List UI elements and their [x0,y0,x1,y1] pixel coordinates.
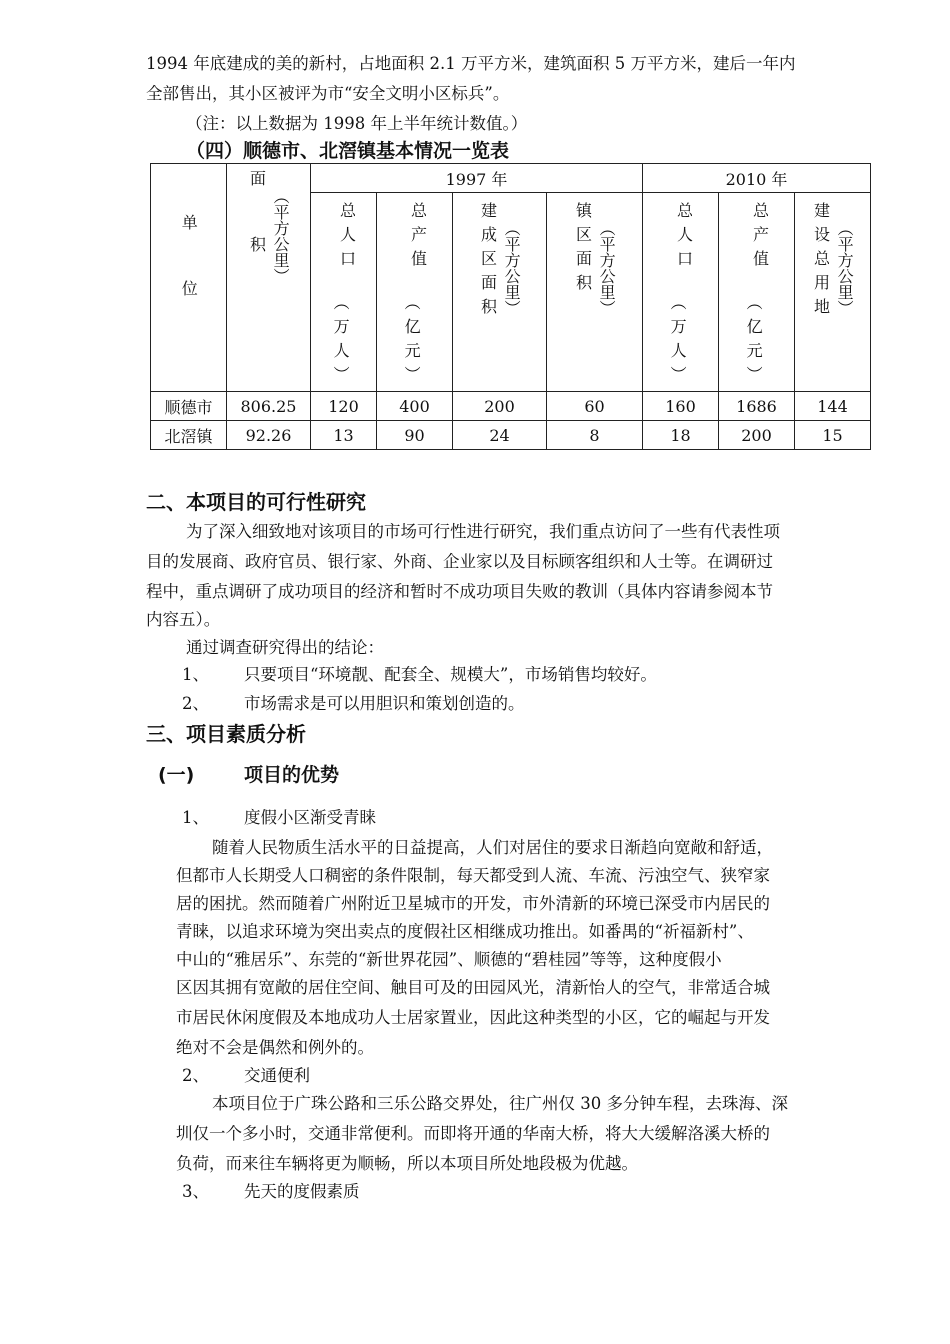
header-town-area: 镇区面积 （平方公里） [547,193,643,392]
row-area: 806.25 [227,392,311,421]
paragraph-line: 居的困扰。然而随着广州附近卫星城市的开发，市外清新的环境已深受市内居民的 [176,894,770,913]
row-gdp: 400 [377,392,453,421]
paragraph-line: 青睐，以追求环境为突出卖点的度假社区相继成功推出。如番禺的“祈福新村”、 [176,922,754,941]
header-gdp-2010: 总产值 （亿元） [719,193,795,392]
intro-line-1: 1994 年底建成的美的新村，占地面积 2.1 万平方米，建筑面积 5 万平方米，建后一年内 [146,54,796,73]
paragraph-line: 本项目位于广珠公路和三乐公路交界处，往广州仅 30 多分钟车程，去珠海、深 [212,1094,788,1113]
point-number: 2、 [182,1066,209,1085]
paragraph-line: 负荷，而来往车辆将更为顺畅，所以本项目所处地段极为优越。 [176,1154,638,1173]
intro-line-2: 全部售出，其小区被评为市“安全文明小区标兵”。 [146,84,510,103]
header-year-2010: 2010 年 [643,164,871,193]
header-area: 面积 （平方公里） [227,164,311,392]
point-number: 1、 [182,808,209,827]
header-gdp-1997: 总产值 （亿元） [377,193,453,392]
table-row [151,392,871,421]
intro-note: （注：以上数据为 1998 年上半年统计数值。） [186,114,528,133]
list-item-number: 2、 [182,694,209,713]
row-land: 15 [795,421,871,450]
point-title: 度假小区渐受青睐 [244,808,376,827]
table-row [151,421,871,450]
section2-heading: 二、本项目的可行性研究 [146,490,366,514]
row-name: 北滘镇 [151,421,227,450]
section2-para-line: 为了深入细致地对该项目的市场可行性进行研究，我们重点访问了一些有代表性项 [186,522,780,541]
row-gdp2010: 200 [719,421,795,450]
info-table [150,163,871,450]
subsection-number: (一) [158,764,195,786]
point-number: 3、 [182,1182,209,1201]
paragraph-line: 区因其拥有宽敞的居住空间、触目可及的田园风光，清新怡人的空气，非常适合城 [176,978,770,997]
section2-para-line: 内容五）。 [146,610,221,629]
row-town: 60 [547,392,643,421]
row-built: 200 [453,392,547,421]
header-built-area: 建成区面积 （平方公里） [453,193,547,392]
paragraph-line: 绝对不会是偶然和例外的。 [176,1038,374,1057]
paragraph-line: 随着人民物质生活水平的日益提高，人们对居住的要求日渐趋向宽敞和舒适， [212,838,773,857]
row-area: 92.26 [227,421,311,450]
row-pop: 120 [311,392,377,421]
header-land-use: 建设总用地 （平方公里） [795,193,871,392]
point-title: 先天的度假素质 [244,1182,360,1201]
header-pop-2010: 总人口 （万人） [643,193,719,392]
section2-conclusion: 通过调查研究得出的结论： [186,638,384,657]
table-title: （四）顺德市、北滘镇基本情况一览表 [186,140,510,162]
list-item-text: 市场需求是可以用胆识和策划创造的。 [244,694,525,713]
row-town: 8 [547,421,643,450]
list-item-number: 1、 [182,665,209,684]
header-year-1997: 1997 年 [311,164,643,193]
row-pop2010: 160 [643,392,719,421]
row-name: 顺德市 [151,392,227,421]
paragraph-line: 但都市人长期受人口稠密的条件限制，每天都受到人流、车流、污浊空气、狭窄家 [176,866,770,885]
row-pop2010: 18 [643,421,719,450]
header-unit: 单位 [151,164,227,392]
row-land: 144 [795,392,871,421]
section2-para-line: 程中，重点调研了成功项目的经济和暂时不成功项目失败的教训（具体内容请参阅本节 [146,582,773,601]
subsection-title: 项目的优势 [244,764,340,786]
row-gdp: 90 [377,421,453,450]
section2-para-line: 目的发展商、政府官员、银行家、外商、企业家以及目标顾客组织和人士等。在调研过 [146,552,773,571]
header-pop-1997: 总人口 （万人） [311,193,377,392]
section3-heading: 三、项目素质分析 [146,722,306,746]
paragraph-line: 中山的“雅居乐”、东莞的“新世界花园”、顺德的“碧桂园”等等，这种度假小 [176,950,722,969]
list-item-text: 只要项目“环境靓、配套全、规模大”，市场销售均较好。 [244,665,657,684]
paragraph-line: 市居民休闲度假及本地成功人士居家置业，因此这种类型的小区，它的崛起与开发 [176,1008,770,1027]
row-pop: 13 [311,421,377,450]
row-gdp2010: 1686 [719,392,795,421]
paragraph-line: 圳仅一个多小时，交通非常便利。而即将开通的华南大桥，将大大缓解洛溪大桥的 [176,1124,770,1143]
point-title: 交通便利 [244,1066,310,1085]
row-built: 24 [453,421,547,450]
